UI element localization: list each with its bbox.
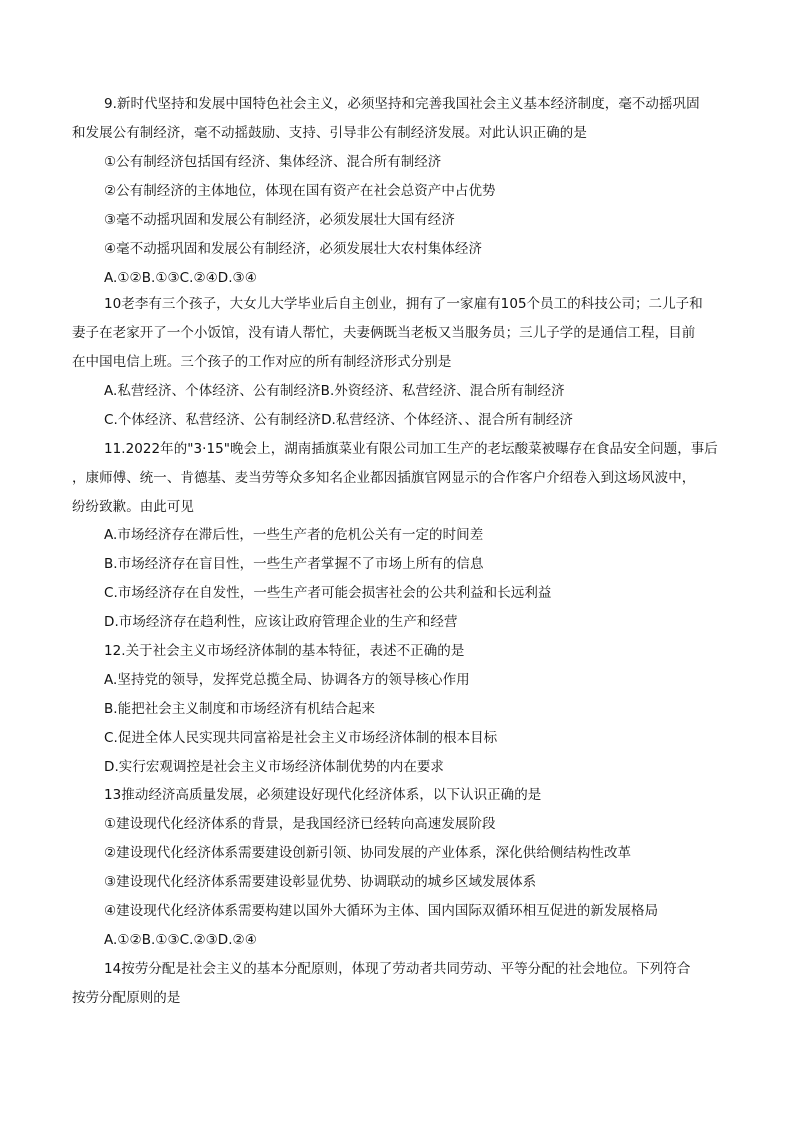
question-text: 13推动经济高质量发展，必须建设好现代化经济体系，以下认识正确的是 [104, 787, 542, 803]
answer-option: D.实行宏观调控是社会主义市场经济体制优势的内在要求 [104, 759, 444, 775]
answer-options: A.私营经济、个体经济、公有制经济B.外资经济、私营经济、混合所有制经济 [104, 383, 565, 399]
answer-option: C.促进全体人民实现共同富裕是社会主义市场经济体制的根本目标 [104, 730, 498, 746]
statement: ③建设现代化经济体系需要建设彰显优势、协调联动的城乡区域发展体系 [104, 874, 537, 890]
statement: ④建设现代化经济体系需要构建以国外大循环为主体、国内国际双循环相互促进的新发展格局 [104, 903, 659, 919]
answer-option: D.市场经济存在趋利性，应该让政府管理企业的生产和经营 [104, 614, 458, 630]
statement: ①公有制经济包括国有经济、集体经济、混合所有制经济 [104, 154, 442, 170]
question-text: 纷纷致歉。由此可见 [72, 499, 194, 515]
question-text: ，康师傅、统一、肯德基、麦当劳等众多知名企业都因插旗官网显示的合作客户介绍卷入到这场风波中， [72, 470, 696, 486]
answer-option: C.市场经济存在自发性，一些生产者可能会损害社会的公共利益和长远利益 [104, 585, 552, 601]
statement: ③毫不动摇巩固和发展公有制经济，必须发展壮大国有经济 [104, 212, 455, 228]
question-text: 9.新时代坚持和发展中国特色社会主义，必须坚持和完善我国社会主义基本经济制度，毫不动摇巩固 [104, 96, 700, 112]
answer-option: A.坚持党的领导，发挥党总揽全局、协调各方的领导核心作用 [104, 672, 470, 688]
answer-options: A.①②B.①③C.②③D.②④ [104, 932, 257, 948]
answer-option: B.能把社会主义制度和市场经济有机结合起来 [104, 701, 376, 717]
statement: ②公有制经济的主体地位，体现在国有资产在社会总资产中占优势 [104, 183, 496, 199]
question-text: 10老李有三个孩子，大女儿大学毕业后自主创业，拥有了一家雇有105个员工的科技公司；二儿子和 [104, 296, 703, 312]
question-text: 14按劳分配是社会主义的基本分配原则，体现了劳动者共同劳动、平等分配的社会地位。下列符合 [104, 961, 691, 977]
question-text: 11.2022年的"3·15"晚会上，湖南插旗菜业有限公司加工生产的老坛酸菜被曝存在食品安全问题，事后 [104, 441, 718, 457]
answer-options: C.个体经济、私营经济、公有制经济D.私营经济、个体经济、、混合所有制经济 [104, 412, 574, 428]
question-text: 12.关于社会主义市场经济体制的基本特征，表述不正确的是 [104, 643, 465, 659]
question-text: 妻子在老家开了一个小饭馆，没有请人帮忙，夫妻俩既当老板又当服务员；三儿子学的是通信工程，目前 [72, 325, 696, 341]
answer-options: A.①②B.①③C.②④D.③④ [104, 270, 257, 286]
question-text: 在中国电信上班。三个孩子的工作对应的所有制经济形式分别是 [72, 354, 452, 370]
question-text: 和发展公有制经济，毫不动摇鼓励、支持、引导非公有制经济发展。对此认识正确的是 [72, 125, 587, 141]
statement: ①建设现代化经济体系的背景，是我国经济已经转向高速发展阶段 [104, 816, 496, 832]
answer-option: B.市场经济存在盲目性，一些生产者掌握不了市场上所有的信息 [104, 556, 484, 572]
statement: ②建设现代化经济体系需要建设创新引领、协同发展的产业体系，深化供给侧结构性改革 [104, 845, 632, 861]
statement: ④毫不动摇巩固和发展公有制经济，必须发展壮大农村集体经济 [104, 241, 483, 257]
question-text: 按劳分配原则的是 [72, 990, 181, 1006]
answer-option: A.市场经济存在滞后性，一些生产者的危机公关有一定的时间差 [104, 527, 484, 543]
